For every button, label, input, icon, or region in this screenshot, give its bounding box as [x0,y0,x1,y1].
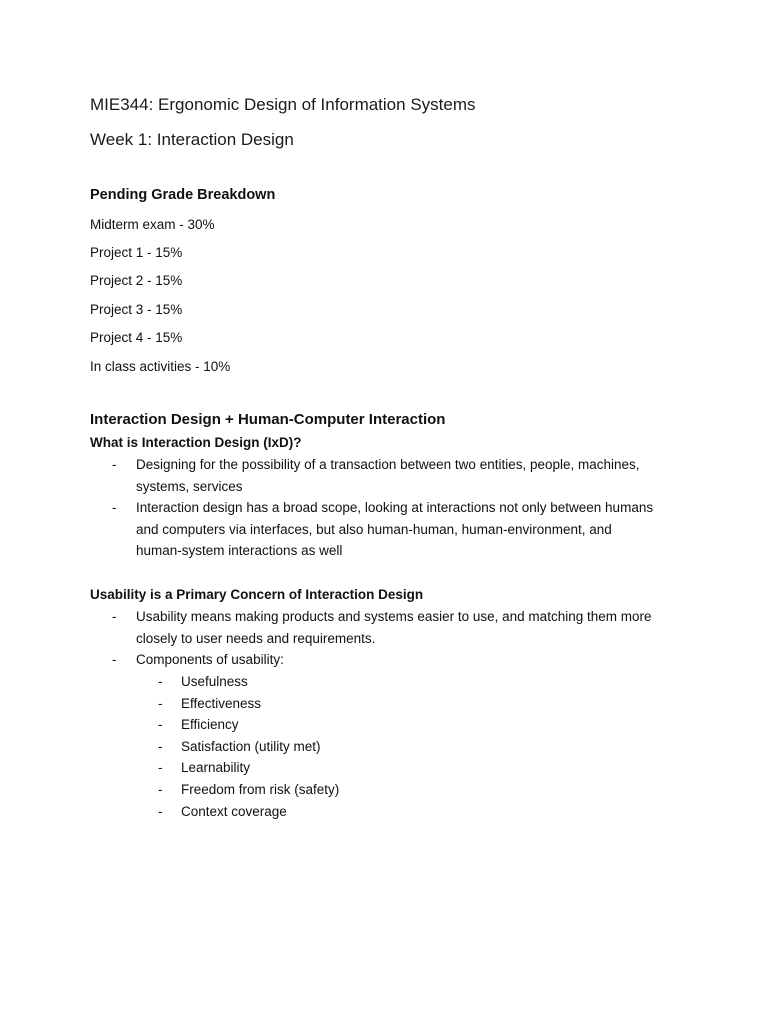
component-label: Satisfaction (utility met) [181,738,321,754]
list-item [90,606,690,649]
dash-bullet: - [158,695,163,711]
usability-heading: Usability is a Primary Concern of Interaction Design [90,587,424,602]
bullet-line: Interaction design has a broad scope, looking at interactions not only between humans [136,500,654,516]
list-item [90,693,690,715]
list-item [90,649,690,671]
grade-breakdown-heading: Pending Grade Breakdown [90,187,276,203]
component-label: Learnability [181,760,251,776]
grade-item: Project 2 - 15% [90,273,183,288]
grade-item: In class activities - 10% [90,359,231,374]
list-item [90,779,690,801]
grade-item: Project 3 - 15% [90,302,183,317]
dash-bullet: - [112,500,117,516]
bullet-line: Usability means making products and systems easier to use, and matching them more [136,609,652,624]
dash-bullet: - [112,609,117,624]
grade-item: Project 1 - 15% [90,245,183,260]
bullet-line: Designing for the possibility of a transaction between two entities, people, machines, [136,457,640,472]
list-item [90,801,690,823]
list-item [90,736,690,758]
bullet-line: Components of usability: [136,652,284,668]
bullet-line: systems, services [136,478,243,494]
ixd-section-heading: Interaction Design + Human-Computer Interaction [90,411,446,428]
list-item [90,454,690,497]
dash-bullet: - [158,717,163,733]
dash-bullet: - [158,781,163,797]
dash-bullet: - [158,760,163,776]
dash-bullet: - [112,652,117,668]
dash-bullet: - [112,457,117,472]
dash-bullet: - [158,803,163,819]
grade-item: Project 4 - 15% [90,330,183,345]
usability-bullet-list [90,606,690,671]
component-label: Usefulness [181,674,248,689]
list-item [90,671,690,693]
course-title: MIE344: Ergonomic Design of Information Systems [90,95,476,114]
component-label: Effectiveness [181,695,262,711]
dash-bullet: - [158,738,163,754]
component-label: Efficiency [181,717,239,733]
component-label: Context coverage [181,803,287,819]
component-label: Freedom from risk (safety) [181,781,340,797]
dash-bullet: - [158,674,163,689]
bullet-line: closely to user needs and requirements. [136,630,376,646]
list-item [90,757,690,779]
grade-item: Midterm exam - 30% [90,217,215,232]
usability-components-list [90,671,690,822]
week-title: Week 1: Interaction Design [90,130,294,149]
bullet-line: human-system interactions as well [136,543,343,559]
list-item [90,497,690,562]
ixd-subheading: What is Interaction Design (IxD)? [90,435,302,450]
ixd-bullet-list [90,454,690,562]
bullet-line: and computers via interfaces, but also human-human, human-environment, and [136,521,612,537]
list-item [90,714,690,736]
